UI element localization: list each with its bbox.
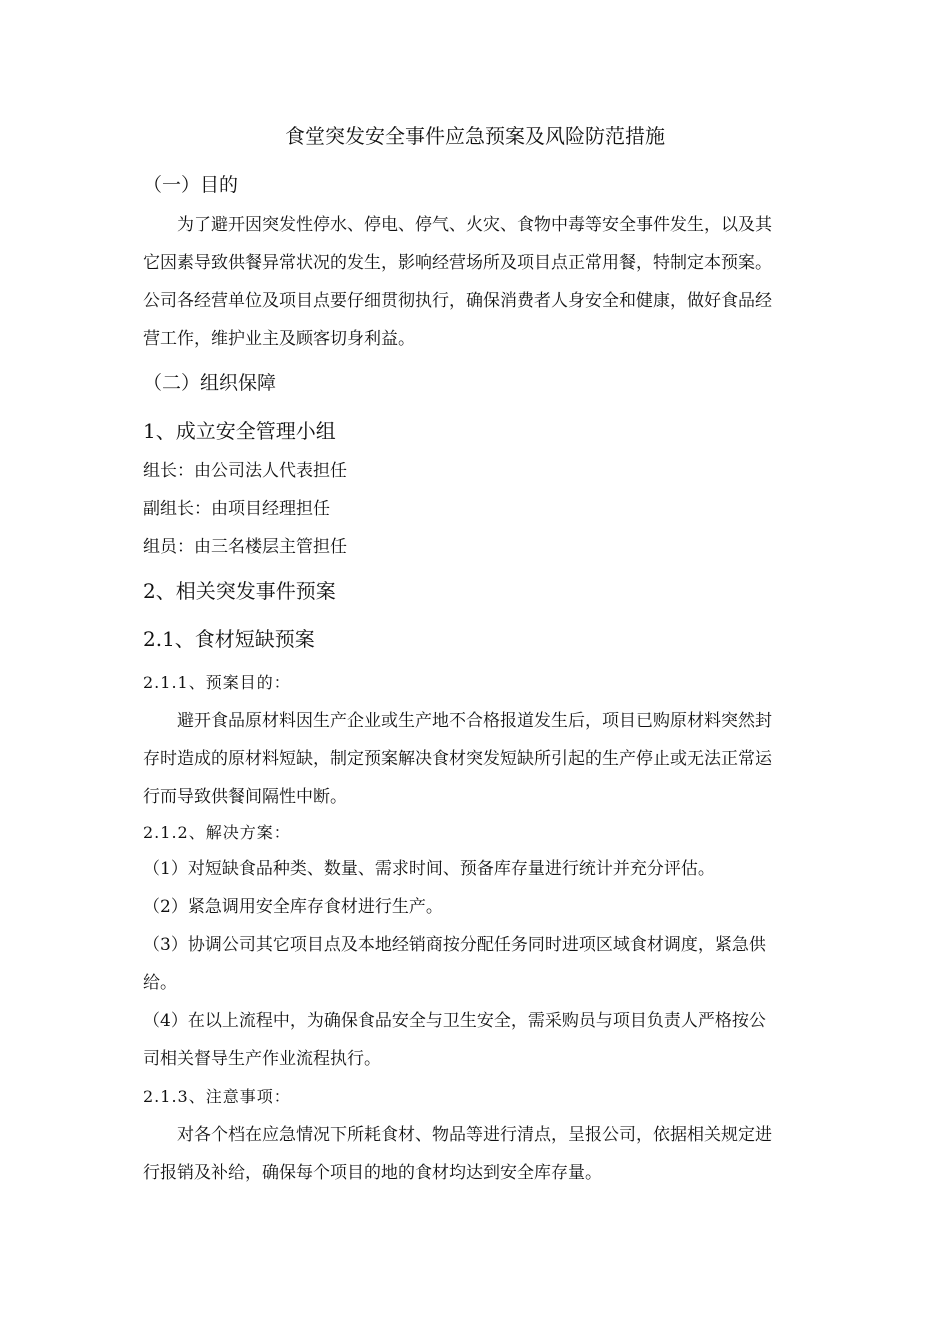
item-2-1-1-label: 2.1.1、预案目的：: [143, 673, 291, 692]
notes-line-1: 对各个档在应急情况下所耗食材、物品等进行清点，呈报公司，依据相关规定进: [177, 1125, 772, 1145]
solution-line-2: （2）紧急调用安全库存食材进行生产。: [143, 897, 443, 917]
document-title: 食堂突发安全事件应急预案及风险防范措施: [285, 124, 665, 148]
notes-line-2: 行报销及补给，确保每个项目的地的食材均达到安全库存量。: [143, 1163, 602, 1183]
plan-purpose-line-3: 行而导致供餐间隔性中断。: [143, 787, 347, 807]
purpose-line-2: 它因素导致供餐异常状况的发生，影响经营场所及项目点正常用餐，特制定本预案。: [143, 253, 772, 273]
plan-purpose-line-1: 避开食品原材料因生产企业或生产地不合格报道发生后，项目已购原材料突然封: [177, 711, 772, 731]
purpose-line-1: 为了避开因突发性停水、停电、停气、火灾、食物中毒等安全事件发生，以及其: [177, 215, 772, 235]
solution-line-4: 给。: [143, 973, 177, 993]
subheading-emergency-plans: 2、相关突发事件预案: [143, 579, 336, 603]
solution-line-1: （1）对短缺食品种类、数量、需求时间、预备库存量进行统计并充分评估。: [143, 859, 715, 879]
team-deputy-leader: 副组长：由项目经理担任: [143, 499, 330, 519]
solution-line-5: （4）在以上流程中，为确保食品安全与卫生安全，需采购员与项目负责人严格按公: [143, 1011, 766, 1031]
section-heading-organization: （二）组织保障: [143, 372, 277, 394]
subheading-food-shortage-plan: 2.1、食材短缺预案: [143, 627, 315, 651]
purpose-line-3: 公司各经营单位及项目点要仔细贯彻执行，确保消费者人身安全和健康，做好食品经: [143, 291, 772, 311]
item-2-1-2-label: 2.1.2、解决方案：: [143, 823, 291, 842]
solution-line-3: （3）协调公司其它项目点及本地经销商按分配任务同时进项区域食材调度，紧急供: [143, 935, 766, 955]
subheading-safety-team: 1、成立安全管理小组: [143, 419, 336, 443]
team-leader: 组长：由公司法人代表担任: [143, 461, 347, 481]
team-members: 组员：由三名楼层主管担任: [143, 537, 347, 557]
section-heading-purpose: （一）目的: [143, 174, 239, 196]
purpose-line-4: 营工作，维护业主及顾客切身利益。: [143, 329, 415, 349]
solution-line-6: 司相关督导生产作业流程执行。: [143, 1049, 381, 1069]
plan-purpose-line-2: 存时造成的原材料短缺，制定预案解决食材突发短缺所引起的生产停止或无法正常运: [143, 749, 772, 769]
item-2-1-3-label: 2.1.3、注意事项：: [143, 1087, 291, 1106]
